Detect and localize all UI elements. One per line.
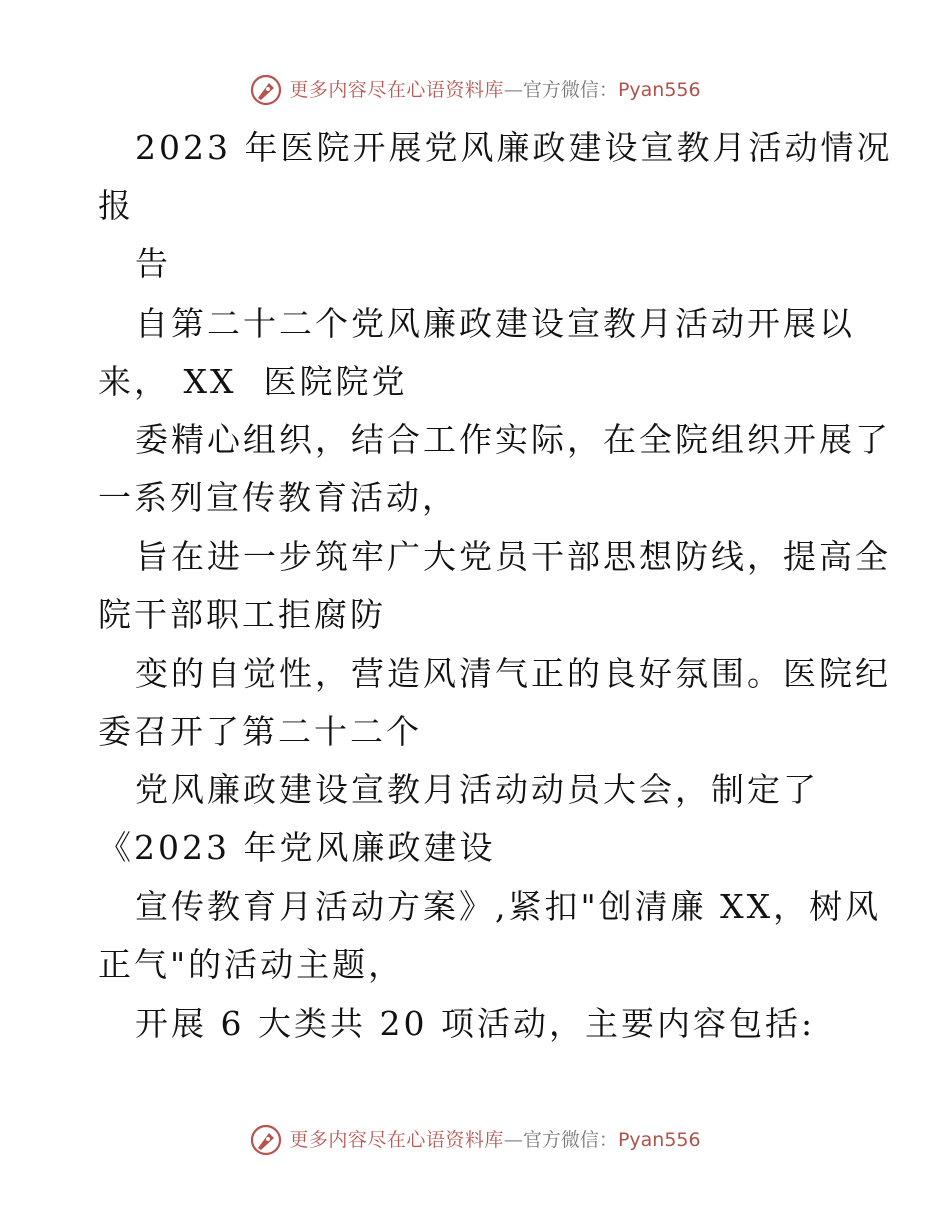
watermark-brand-text: 更多内容尽在心语资料库 (289, 1129, 504, 1151)
document-title-line-3: 告 (135, 244, 171, 283)
footer-watermark (0, 1120, 950, 1160)
paragraph-line: 《2023 年党风廉政建设 (98, 828, 496, 867)
fountain-pen-logo-icon (249, 1123, 283, 1157)
watermark-separator: — (503, 79, 523, 101)
fountain-pen-logo-icon (249, 73, 283, 107)
paragraph-line: 委精心组织，结合工作实际，在全院组织开展了 (135, 420, 891, 459)
header-watermark (0, 70, 950, 110)
paragraph-line: 自第二十二个党风廉政建设宣教月活动开展以 (135, 304, 855, 343)
paragraph-line: 委召开了第二十二个 (98, 712, 422, 751)
watermark-official-label: 官方微信： (522, 79, 618, 101)
document-title-line-2: 报 (98, 186, 134, 225)
watermark-official-label: 官方微信： (522, 1129, 618, 1151)
paragraph-line: 开展 6 大类共 20 项活动，主要内容包括: (135, 1004, 816, 1043)
watermark-wechat-id: Pyan556 (617, 1129, 701, 1151)
watermark-brand-text: 更多内容尽在心语资料库 (289, 79, 504, 101)
paragraph-line: 旨在进一步筑牢广大党员干部思想防线，提高全 (135, 537, 891, 576)
paragraph-line: 院干部职工拒腐防 (98, 595, 386, 634)
paragraph-line: 来， XX 医院院党 (98, 362, 408, 401)
paragraph-line: 正气"的活动主题， (98, 945, 405, 984)
paragraph-line: 党风廉政建设宣教月活动动员大会，制定了 (135, 770, 819, 809)
watermark-wechat-id: Pyan556 (617, 79, 701, 101)
paragraph-line: 宣传教育月活动方案》,紧扣"创清廉 XX，树风 (135, 887, 882, 926)
document-title-line-1: 2023 年医院开展党风廉政建设宣教月活动情况 (135, 128, 893, 167)
paragraph-line: 一系列宣传教育活动， (98, 478, 458, 517)
watermark-separator: — (503, 1129, 523, 1151)
paragraph-line: 变的自觉性，营造风清气正的良好氛围。医院纪 (135, 654, 891, 693)
